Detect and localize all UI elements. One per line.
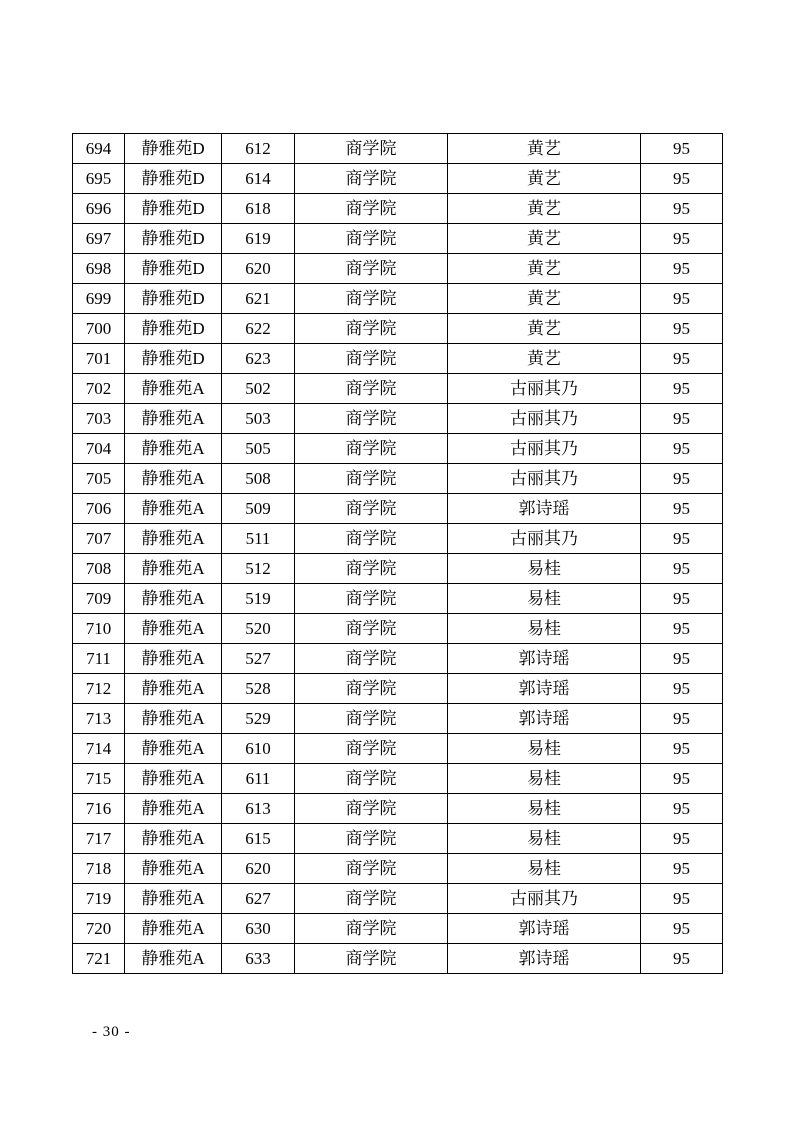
score-cell: 95 [641,314,723,344]
row-number-cell: 715 [73,764,125,794]
name-cell: 郭诗瑶 [448,674,641,704]
building-cell: 静雅苑A [125,464,222,494]
page-number: - 30 - [92,1024,131,1040]
college-cell: 商学院 [295,794,448,824]
table-body [73,134,723,974]
name-cell: 黄艺 [448,194,641,224]
building-cell: 静雅苑D [125,164,222,194]
name-cell: 黄艺 [448,164,641,194]
row-number-cell: 705 [73,464,125,494]
score-cell: 95 [641,674,723,704]
building-cell: 静雅苑A [125,494,222,524]
score-cell: 95 [641,164,723,194]
building-cell: 静雅苑A [125,614,222,644]
building-cell: 静雅苑D [125,224,222,254]
room-cell: 503 [222,404,295,434]
room-cell: 610 [222,734,295,764]
college-cell: 商学院 [295,824,448,854]
building-cell: 静雅苑D [125,314,222,344]
building-cell: 静雅苑A [125,764,222,794]
building-cell: 静雅苑A [125,944,222,974]
college-cell: 商学院 [295,434,448,464]
table-row [73,614,723,644]
building-cell: 静雅苑A [125,374,222,404]
college-cell: 商学院 [295,194,448,224]
score-cell: 95 [641,794,723,824]
name-cell: 黄艺 [448,134,641,164]
score-cell: 95 [641,524,723,554]
building-cell: 静雅苑A [125,824,222,854]
score-cell: 95 [641,434,723,464]
room-cell: 502 [222,374,295,404]
score-cell: 95 [641,764,723,794]
table-row [73,134,723,164]
building-cell: 静雅苑A [125,854,222,884]
row-number-cell: 714 [73,734,125,764]
building-cell: 静雅苑A [125,884,222,914]
college-cell: 商学院 [295,914,448,944]
room-cell: 508 [222,464,295,494]
row-number-cell: 710 [73,614,125,644]
row-number-cell: 712 [73,674,125,704]
row-number-cell: 717 [73,824,125,854]
table-row [73,734,723,764]
room-cell: 527 [222,644,295,674]
row-number-cell: 698 [73,254,125,284]
score-cell: 95 [641,344,723,374]
score-cell: 95 [641,374,723,404]
building-cell: 静雅苑A [125,734,222,764]
room-cell: 511 [222,524,295,554]
score-cell: 95 [641,254,723,284]
table-row [73,764,723,794]
row-number-cell: 703 [73,404,125,434]
room-cell: 613 [222,794,295,824]
table-row [73,314,723,344]
name-cell: 易桂 [448,554,641,584]
name-cell: 古丽其乃 [448,464,641,494]
building-cell: 静雅苑A [125,434,222,464]
college-cell: 商学院 [295,644,448,674]
score-cell: 95 [641,944,723,974]
row-number-cell: 695 [73,164,125,194]
name-cell: 易桂 [448,794,641,824]
table-row [73,224,723,254]
building-cell: 静雅苑A [125,704,222,734]
name-cell: 郭诗瑶 [448,644,641,674]
score-cell: 95 [641,644,723,674]
college-cell: 商学院 [295,524,448,554]
college-cell: 商学院 [295,854,448,884]
table-row [73,464,723,494]
table-row [73,674,723,704]
score-cell: 95 [641,704,723,734]
college-cell: 商学院 [295,494,448,524]
building-cell: 静雅苑D [125,194,222,224]
building-cell: 静雅苑A [125,584,222,614]
table-row [73,524,723,554]
college-cell: 商学院 [295,374,448,404]
table-row [73,344,723,374]
building-cell: 静雅苑D [125,284,222,314]
college-cell: 商学院 [295,404,448,434]
row-number-cell: 718 [73,854,125,884]
room-cell: 627 [222,884,295,914]
room-cell: 512 [222,554,295,584]
row-number-cell: 706 [73,494,125,524]
room-cell: 620 [222,254,295,284]
college-cell: 商学院 [295,164,448,194]
name-cell: 黄艺 [448,224,641,254]
table-row [73,404,723,434]
row-number-cell: 700 [73,314,125,344]
college-cell: 商学院 [295,884,448,914]
row-number-cell: 711 [73,644,125,674]
room-cell: 619 [222,224,295,254]
college-cell: 商学院 [295,554,448,584]
name-cell: 古丽其乃 [448,524,641,554]
row-number-cell: 704 [73,434,125,464]
score-cell: 95 [641,134,723,164]
name-cell: 古丽其乃 [448,404,641,434]
name-cell: 古丽其乃 [448,434,641,464]
row-number-cell: 702 [73,374,125,404]
table-row [73,164,723,194]
name-cell: 易桂 [448,854,641,884]
table-row [73,704,723,734]
name-cell: 易桂 [448,614,641,644]
building-cell: 静雅苑A [125,524,222,554]
score-cell: 95 [641,614,723,644]
score-cell: 95 [641,734,723,764]
room-cell: 621 [222,284,295,314]
college-cell: 商学院 [295,704,448,734]
college-cell: 商学院 [295,614,448,644]
college-cell: 商学院 [295,284,448,314]
score-cell: 95 [641,284,723,314]
room-cell: 529 [222,704,295,734]
college-cell: 商学院 [295,224,448,254]
name-cell: 古丽其乃 [448,374,641,404]
college-cell: 商学院 [295,674,448,704]
table-row [73,374,723,404]
room-cell: 615 [222,824,295,854]
building-cell: 静雅苑D [125,344,222,374]
building-cell: 静雅苑A [125,914,222,944]
row-number-cell: 719 [73,884,125,914]
building-cell: 静雅苑A [125,644,222,674]
score-cell: 95 [641,494,723,524]
college-cell: 商学院 [295,734,448,764]
room-cell: 519 [222,584,295,614]
name-cell: 郭诗瑶 [448,914,641,944]
row-number-cell: 701 [73,344,125,374]
name-cell: 易桂 [448,764,641,794]
room-cell: 623 [222,344,295,374]
room-cell: 509 [222,494,295,524]
row-number-cell: 696 [73,194,125,224]
dormitory-table [72,133,723,974]
score-cell: 95 [641,464,723,494]
room-cell: 528 [222,674,295,704]
table-row [73,794,723,824]
room-cell: 520 [222,614,295,644]
college-cell: 商学院 [295,944,448,974]
score-cell: 95 [641,884,723,914]
name-cell: 黄艺 [448,314,641,344]
table-row [73,284,723,314]
table-row [73,194,723,224]
score-cell: 95 [641,854,723,884]
building-cell: 静雅苑D [125,254,222,284]
room-cell: 612 [222,134,295,164]
row-number-cell: 699 [73,284,125,314]
table-row [73,584,723,614]
table-row [73,554,723,584]
table-row [73,884,723,914]
row-number-cell: 721 [73,944,125,974]
score-cell: 95 [641,584,723,614]
room-cell: 618 [222,194,295,224]
room-cell: 620 [222,854,295,884]
table-row [73,854,723,884]
room-cell: 505 [222,434,295,464]
room-cell: 614 [222,164,295,194]
table-row [73,644,723,674]
college-cell: 商学院 [295,254,448,284]
name-cell: 易桂 [448,824,641,854]
name-cell: 郭诗瑶 [448,944,641,974]
row-number-cell: 709 [73,584,125,614]
name-cell: 黄艺 [448,344,641,374]
building-cell: 静雅苑D [125,134,222,164]
room-cell: 633 [222,944,295,974]
score-cell: 95 [641,824,723,854]
table-row [73,254,723,284]
score-cell: 95 [641,554,723,584]
score-cell: 95 [641,914,723,944]
table-row [73,914,723,944]
name-cell: 黄艺 [448,284,641,314]
name-cell: 郭诗瑶 [448,494,641,524]
room-cell: 611 [222,764,295,794]
row-number-cell: 720 [73,914,125,944]
college-cell: 商学院 [295,764,448,794]
name-cell: 古丽其乃 [448,884,641,914]
row-number-cell: 713 [73,704,125,734]
row-number-cell: 697 [73,224,125,254]
building-cell: 静雅苑A [125,554,222,584]
score-cell: 95 [641,194,723,224]
score-cell: 95 [641,224,723,254]
table-row [73,944,723,974]
row-number-cell: 716 [73,794,125,824]
name-cell: 易桂 [448,584,641,614]
name-cell: 黄艺 [448,254,641,284]
room-cell: 630 [222,914,295,944]
table-row [73,824,723,854]
table-row [73,434,723,464]
name-cell: 郭诗瑶 [448,704,641,734]
score-cell: 95 [641,404,723,434]
building-cell: 静雅苑A [125,794,222,824]
building-cell: 静雅苑A [125,404,222,434]
name-cell: 易桂 [448,734,641,764]
row-number-cell: 708 [73,554,125,584]
college-cell: 商学院 [295,314,448,344]
table-row [73,494,723,524]
row-number-cell: 694 [73,134,125,164]
row-number-cell: 707 [73,524,125,554]
college-cell: 商学院 [295,584,448,614]
college-cell: 商学院 [295,134,448,164]
building-cell: 静雅苑A [125,674,222,704]
college-cell: 商学院 [295,464,448,494]
college-cell: 商学院 [295,344,448,374]
room-cell: 622 [222,314,295,344]
